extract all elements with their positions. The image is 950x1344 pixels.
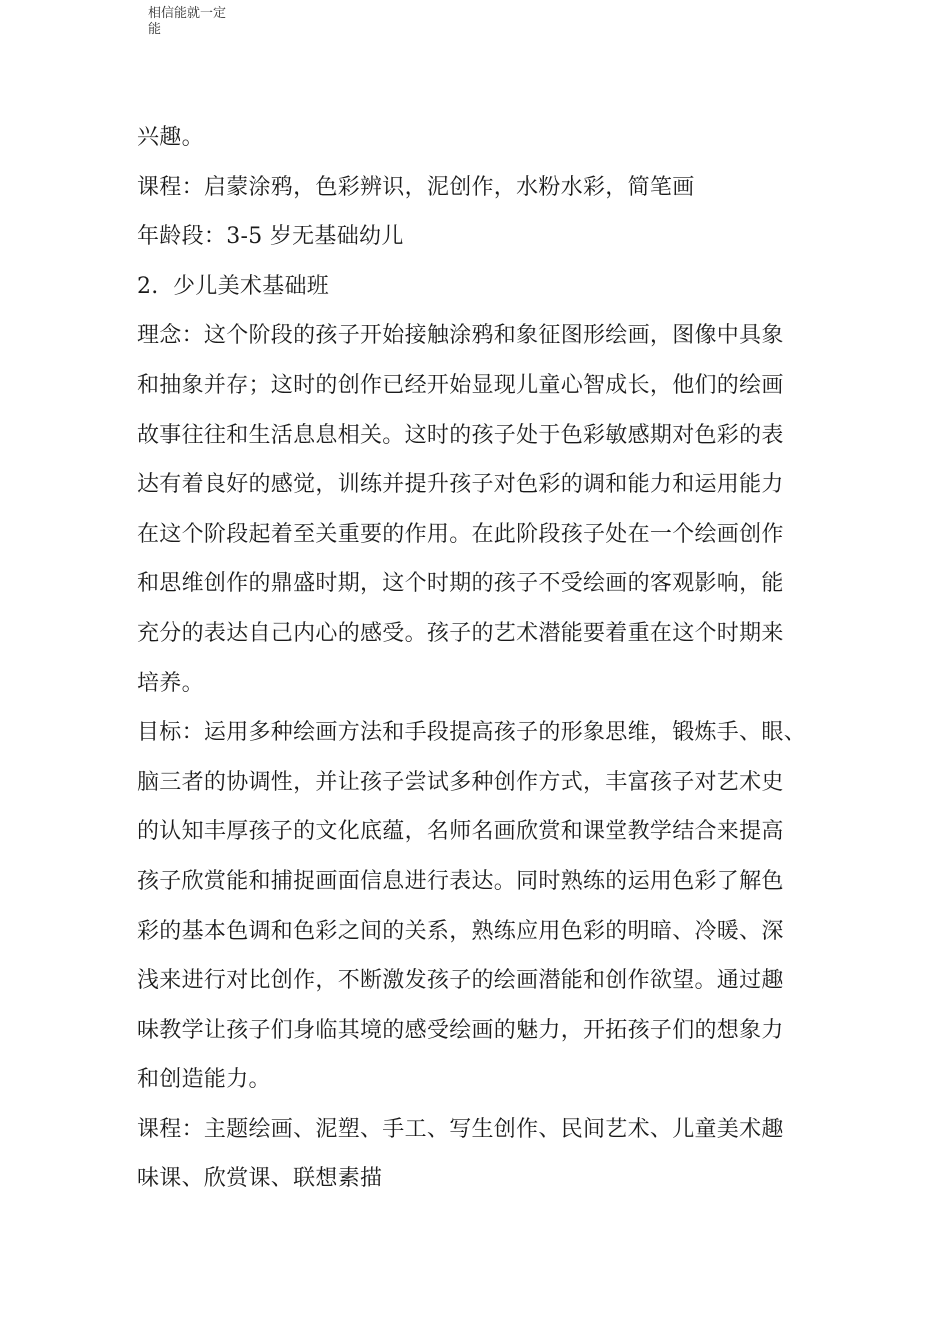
paragraph-line: 味教学让孩子们身临其境的感受绘画的魅力，开拓孩子们的想象力: [137, 1017, 784, 1043]
paragraph-line: 和创造能力。: [137, 1067, 271, 1093]
course-line: 课程：启蒙涂鸦，色彩辨识，泥创作，水粉水彩，简笔画: [137, 174, 695, 200]
paragraph-line: 培养。: [137, 670, 204, 696]
header-note: [148, 6, 248, 38]
paragraph-line: 目标：运用多种绘画方法和手段提高孩子的形象思维，锻炼手、眼、: [137, 720, 807, 746]
paragraph-line: 故事往往和生活息息相关。这时的孩子处于色彩敏感期对色彩的表: [137, 422, 784, 448]
paragraph-line: 充分的表达自己内心的感受。孩子的艺术潜能要着重在这个时期来: [137, 620, 784, 646]
header-note-line-2: 能: [148, 22, 162, 37]
paragraph-line: 和思维创作的鼎盛时期，这个时期的孩子不受绘画的客观影响，能: [137, 571, 784, 597]
paragraph-line: 彩的基本色调和色彩之间的关系，熟练应用色彩的明暗、冷暖、深: [137, 918, 784, 944]
paragraph-line: 的认知丰厚孩子的文化底蕴，名师名画欣赏和课堂教学结合来提高: [137, 819, 784, 845]
paragraph-line: 脑三者的协调性，并让孩子尝试多种创作方式，丰富孩子对艺术史: [137, 769, 784, 795]
section-number: 2.: [137, 273, 159, 299]
age-line: 年龄段：3-5 岁无基础幼儿: [137, 224, 404, 250]
paragraph-line: 课程：主题绘画、泥塑、手工、写生创作、民间艺术、儿童美术趣: [137, 1116, 784, 1142]
paragraph-line: 和抽象并存；这时的创作已经开始显现儿童心智成长，他们的绘画: [137, 372, 784, 398]
paragraph-line: 在这个阶段起着至关重要的作用。在此阶段孩子处在一个绘画创作: [137, 521, 784, 547]
paragraph-line: 浅来进行对比创作，不断激发孩子的绘画潜能和创作欲望。通过趣: [137, 968, 784, 994]
paragraph-line: 味课、欣赏课、联想素描: [137, 1166, 383, 1192]
document-body: [137, 113, 827, 1204]
section-title: 少儿美术基础班: [173, 273, 330, 299]
header-note-line-1: 相信能就一定: [148, 6, 227, 21]
paragraph-line: 达有着良好的感觉，训练并提升孩子对色彩的调和能力和运用能力: [137, 472, 784, 498]
paragraph-line: 兴趣。: [137, 125, 204, 150]
section-heading: [137, 262, 827, 312]
paragraph-line: 孩子欣赏能和捕捉画面信息进行表达。同时熟练的运用色彩了解色: [137, 868, 784, 894]
paragraph-line: 理念：这个阶段的孩子开始接触涂鸦和象征图形绘画，图像中具象: [137, 323, 784, 349]
